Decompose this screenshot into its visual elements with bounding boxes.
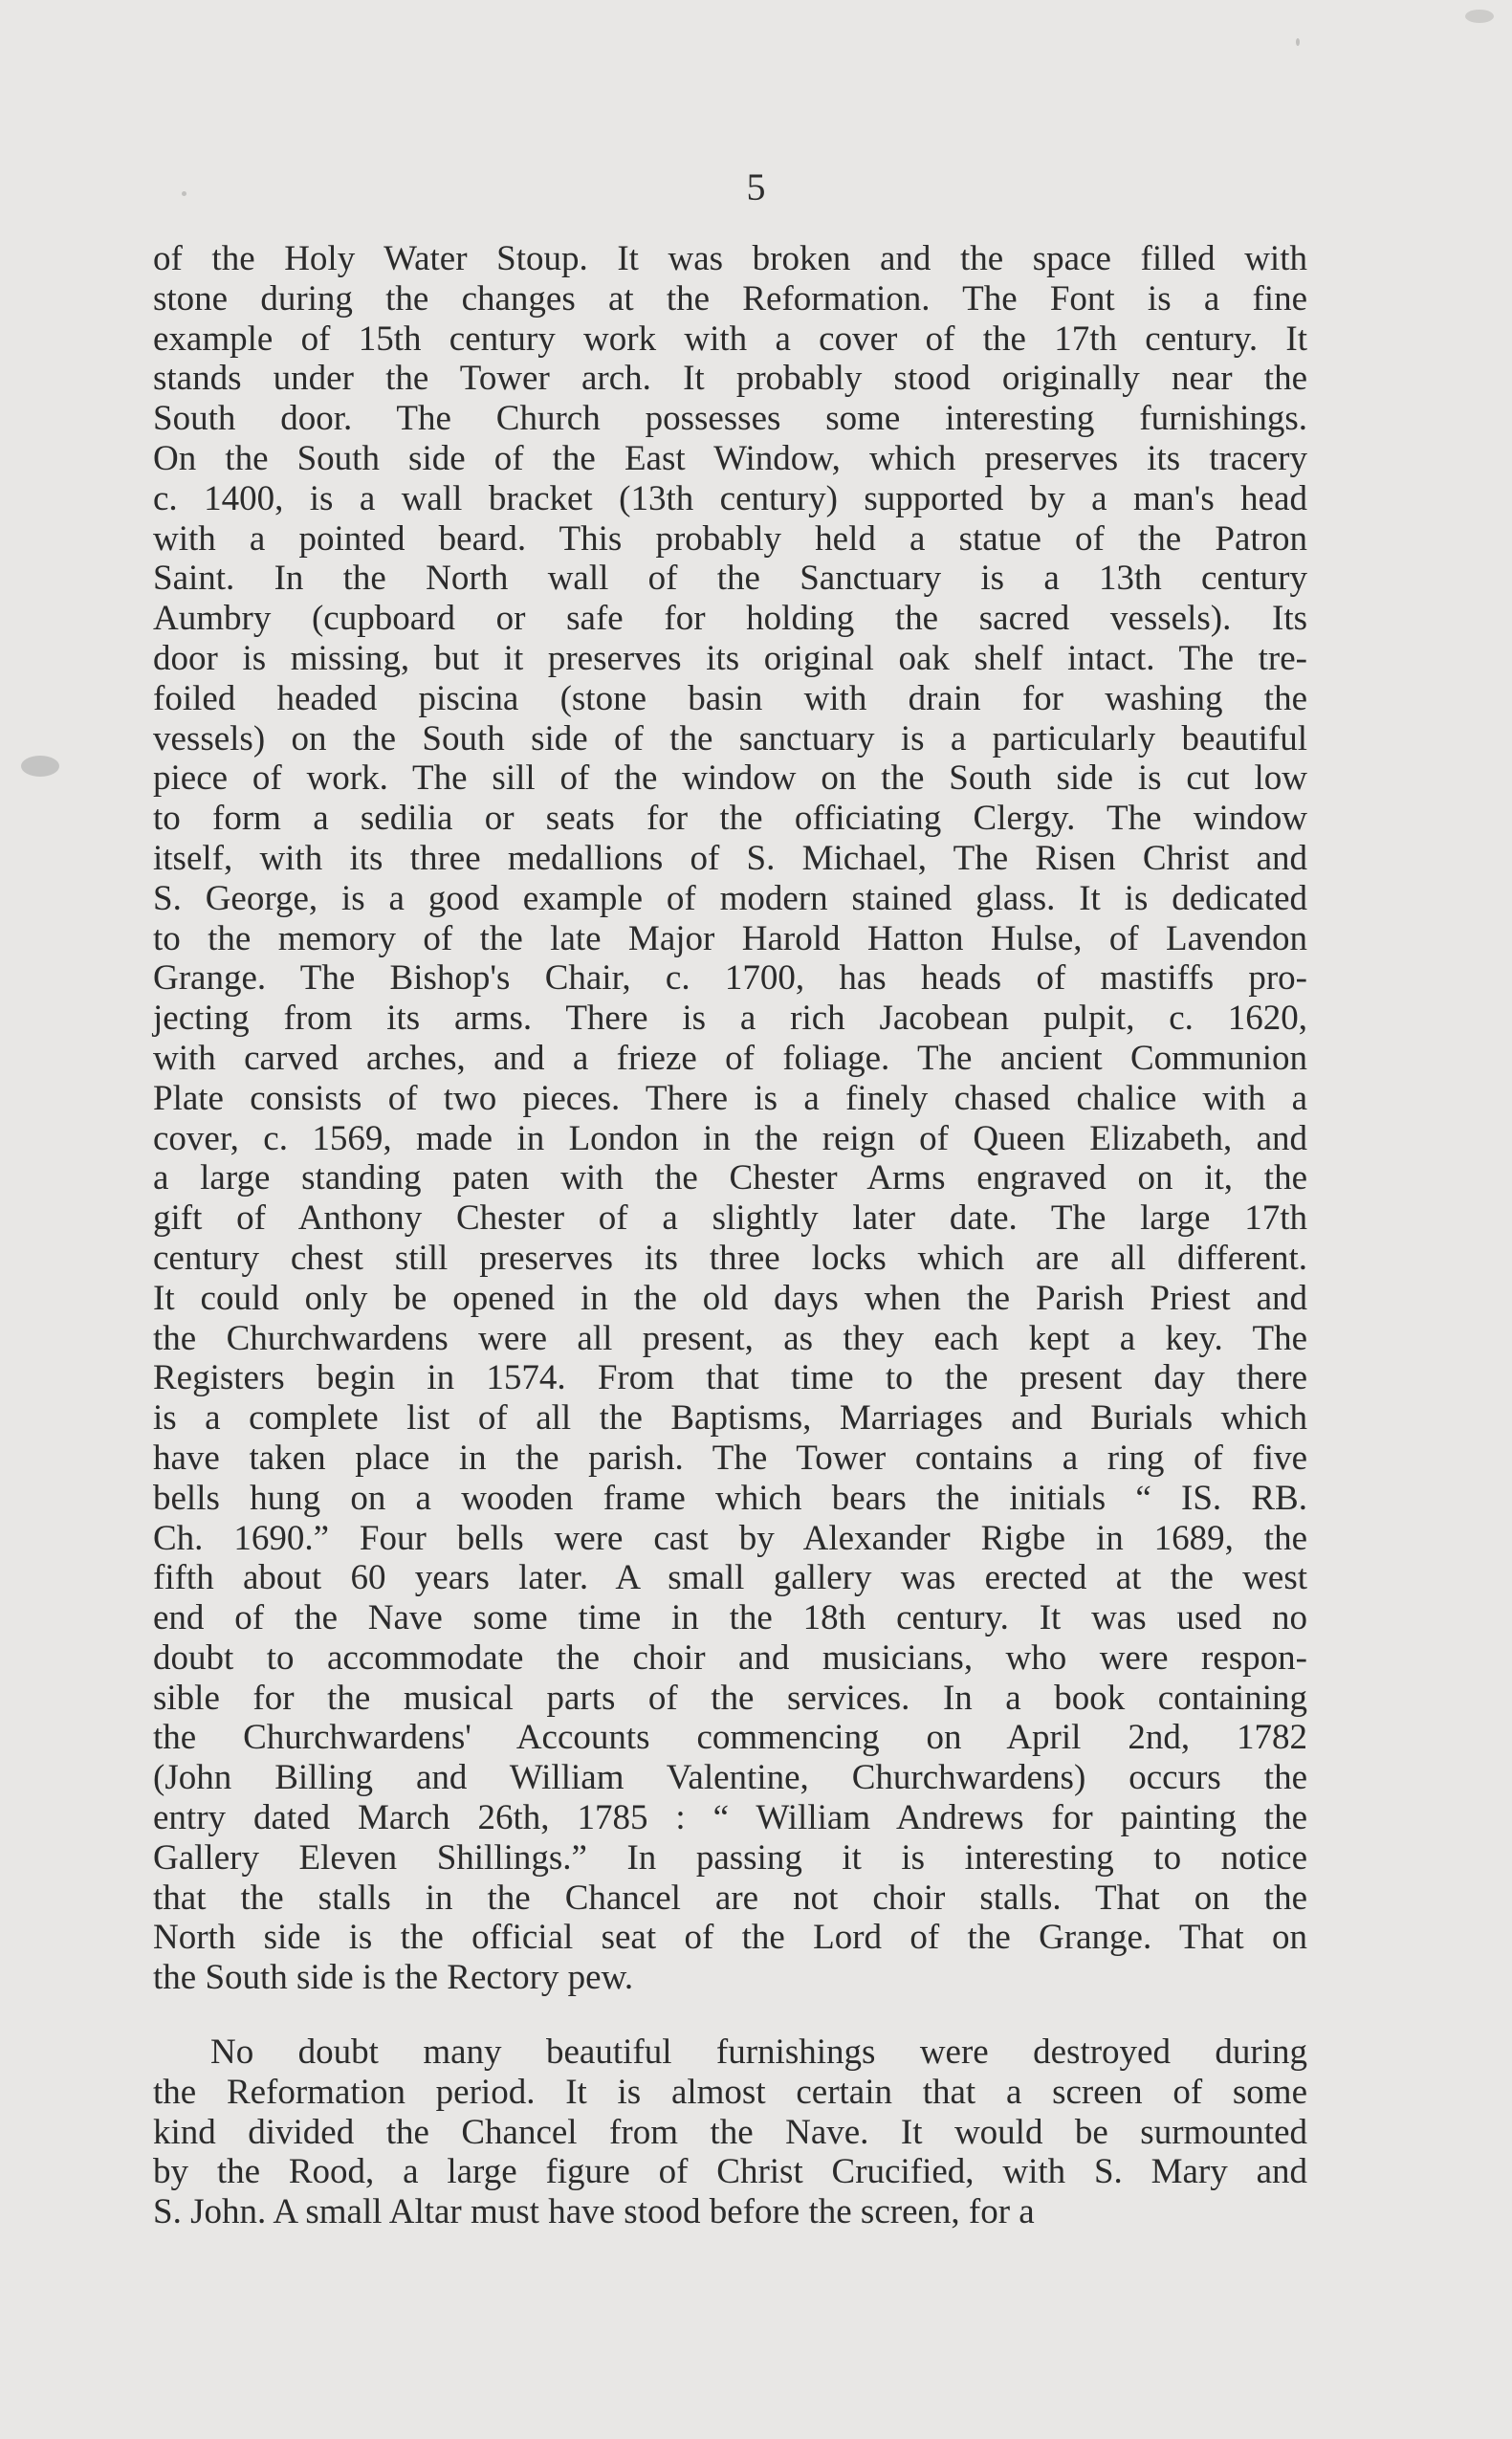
- text-line: stands under the Tower arch. It probably stood originally near the: [153, 359, 1307, 399]
- text-line: the South side is the Rectory pew.: [153, 1958, 634, 1998]
- body-text: [153, 239, 1307, 2232]
- text-line: It could only be opened in the old days when the Parish Priest and: [153, 1278, 1307, 1318]
- text-line: kind divided the Chancel from the Nave. It would be surmounted: [153, 2112, 1307, 2152]
- text-line: vessels) on the South side of the sanctuary is a particularly beautiful: [153, 718, 1307, 758]
- text-line: S. George, is a good example of modern stained glass. It is dedicated: [153, 878, 1307, 918]
- text-line: South door. The Church possesses some interesting furnishings.: [153, 399, 1307, 439]
- text-line: Plate consists of two pieces. There is a finely chased chalice with a: [153, 1078, 1307, 1118]
- text-line: by the Rood, a large figure of Christ Crucified, with S. Mary and: [153, 2152, 1307, 2192]
- text-line: Grange. The Bishop's Chair, c. 1700, has heads of mastiffs pro-: [153, 958, 1307, 999]
- text-line: the Churchwardens' Accounts commencing on April 2nd, 1782: [153, 1718, 1307, 1758]
- text-line: jecting from its arms. There is a rich Jacobean pulpit, c. 1620,: [153, 999, 1307, 1039]
- text-line: S. John. A small Altar must have stood before the screen, for a: [153, 2192, 1035, 2232]
- text-line: the Reformation period. It is almost certain that a screen of some: [153, 2072, 1307, 2112]
- text-line: to form a sedilia or seats for the officiating Clergy. The window: [153, 799, 1307, 839]
- text-line: bells hung on a wooden frame which bears the initials “ IS. RB.: [153, 1478, 1307, 1518]
- text-line: door is missing, but it preserves its original oak shelf intact. The tre-: [153, 638, 1307, 678]
- text-line: of the Holy Water Stoup. It was broken and the space filled with: [153, 239, 1307, 278]
- paper-speck: [1465, 10, 1494, 23]
- text-line: On the South side of the East Window, which preserves its tracery: [153, 438, 1307, 478]
- text-line: that the stalls in the Chancel are not choir stalls. That on the: [153, 1878, 1307, 1918]
- text-line: entry dated March 26th, 1785 : “ William Andrews for painting the: [153, 1798, 1307, 1838]
- paper-speck: [1296, 38, 1300, 46]
- text-line: example of 15th century work with a cover of the 17th century. It: [153, 319, 1307, 359]
- text-line: is a complete list of all the Baptisms, Marriages and Burials which: [153, 1398, 1307, 1439]
- text-line: foiled headed piscina (stone basin with drain for washing the: [153, 678, 1307, 718]
- text-line: No doubt many beautiful furnishings were destroyed during: [210, 2032, 1307, 2073]
- text-line: Registers begin in 1574. From that time to the present day there: [153, 1358, 1307, 1398]
- text-line: (John Billing and William Valentine, Churchwardens) occurs the: [153, 1758, 1307, 1798]
- text-line: end of the Nave some time in the 18th century. It was used no: [153, 1598, 1307, 1638]
- text-line: sible for the musical parts of the services. In a book containing: [153, 1678, 1307, 1718]
- page-number: 5: [746, 165, 766, 209]
- paragraph-2: [153, 2032, 1307, 2232]
- paper-speck: [21, 756, 59, 777]
- text-line: have taken place in the parish. The Tower contains a ring of five: [153, 1438, 1307, 1478]
- text-line: cover, c. 1569, made in London in the reign of Queen Elizabeth, and: [153, 1118, 1307, 1158]
- paragraph-1: [153, 239, 1307, 1998]
- text-line: Ch. 1690.” Four bells were cast by Alexander Rigbe in 1689, the: [153, 1518, 1307, 1558]
- text-line: Saint. In the North wall of the Sanctuary is a 13th century: [153, 559, 1307, 599]
- text-line: Gallery Eleven Shillings.” In passing it is interesting to notice: [153, 1837, 1307, 1878]
- text-line: North side is the official seat of the Lord of the Grange. That on: [153, 1918, 1307, 1958]
- text-line: with a pointed beard. This probably held a statue of the Patron: [153, 518, 1307, 559]
- text-line: a large standing paten with the Chester Arms engraved on it, the: [153, 1158, 1307, 1198]
- text-line: with carved arches, and a frieze of foliage. The ancient Communion: [153, 1038, 1307, 1078]
- paper-speck: [182, 191, 186, 196]
- text-line: itself, with its three medallions of S. Michael, The Risen Christ and: [153, 838, 1307, 878]
- text-line: fifth about 60 years later. A small gallery was erected at the west: [153, 1558, 1307, 1598]
- text-line: gift of Anthony Chester of a slightly later date. The large 17th: [153, 1198, 1307, 1239]
- text-line: century chest still preserves its three locks which are all different.: [153, 1238, 1307, 1278]
- text-line: to the memory of the late Major Harold Hatton Hulse, of Lavendon: [153, 918, 1307, 958]
- text-line: the Churchwardens were all present, as they each kept a key. The: [153, 1318, 1307, 1358]
- text-line: Aumbry (cupboard or safe for holding the sacred vessels). Its: [153, 599, 1307, 639]
- text-line: piece of work. The sill of the window on the South side is cut low: [153, 758, 1307, 799]
- text-line: doubt to accommodate the choir and musicians, who were respon-: [153, 1637, 1307, 1678]
- text-line: c. 1400, is a wall bracket (13th century) supported by a man's head: [153, 478, 1307, 518]
- text-line: stone during the changes at the Reformation. The Font is a fine: [153, 278, 1307, 319]
